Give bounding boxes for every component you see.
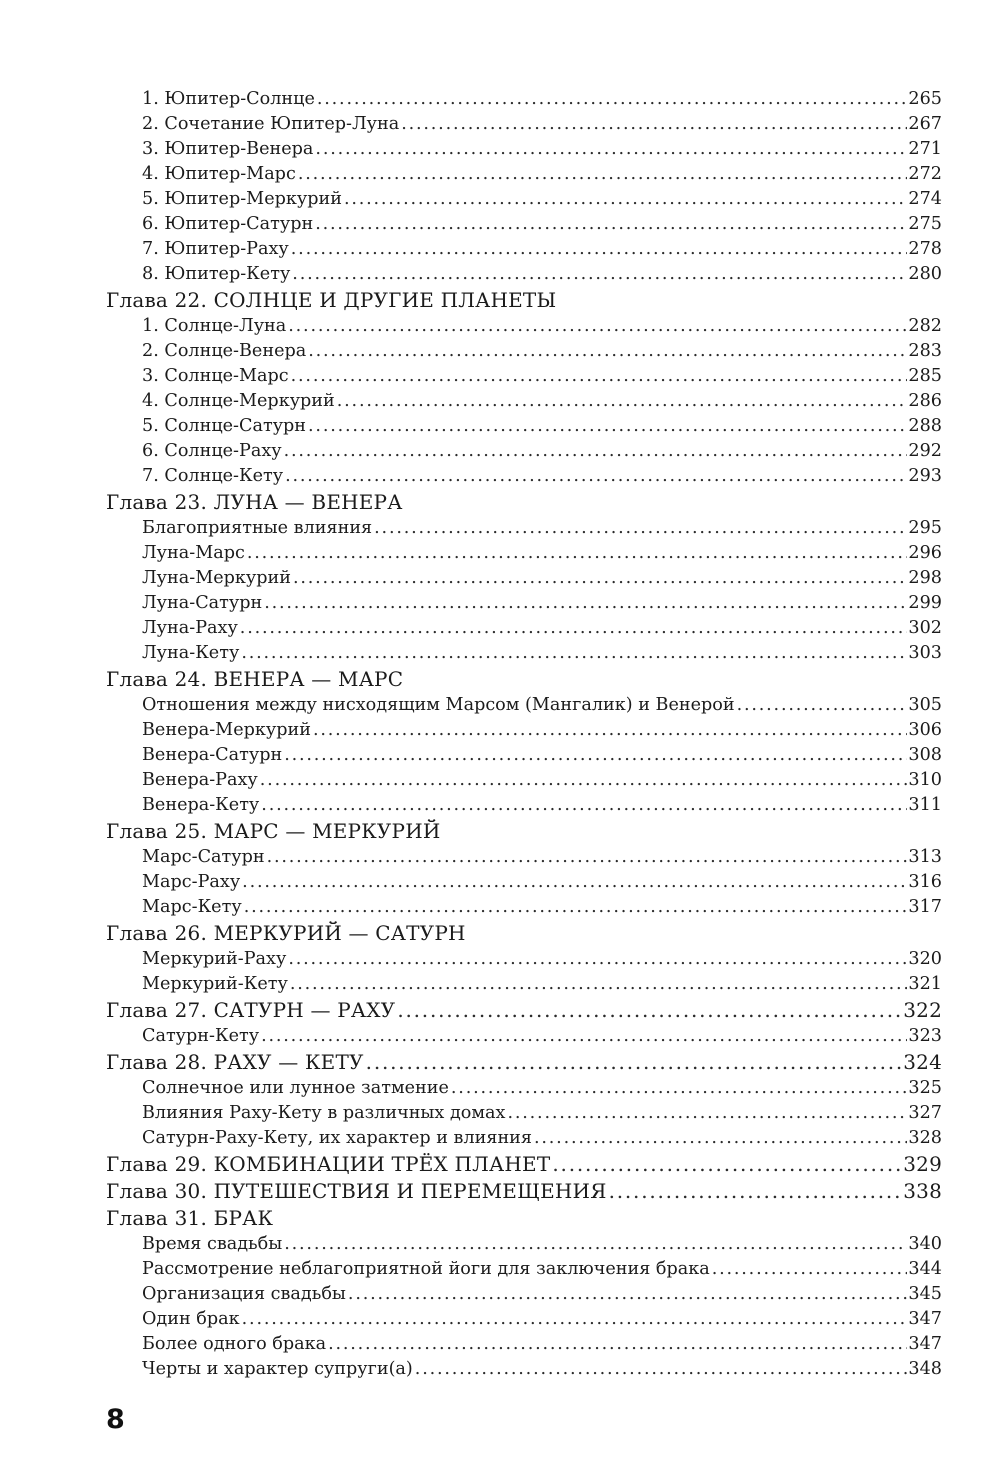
toc-entry [142,313,942,339]
chapter-title: Глава 29. КОМБИНАЦИИ ТРЁХ ПЛАНЕТ [106,1152,551,1176]
dot-leader [348,1281,907,1307]
toc-entry [142,615,942,641]
page-ref: 271 [908,139,942,159]
entry-title: Влияния Раху-Кету в различных домах [142,1103,506,1123]
dot-leader [401,111,907,137]
page-ref: 272 [908,164,942,184]
page-ref: 310 [908,770,942,790]
dot-leader [313,717,907,743]
toc-entry [142,1356,942,1382]
dot-leader [308,413,907,439]
toc-entry [142,1256,942,1282]
dot-leader [242,1306,908,1332]
toc-chapter-heading [106,818,942,844]
page-ref: 320 [908,949,942,969]
toc-entry [142,640,942,666]
entry-title: Венера-Меркурий [142,720,311,740]
page-ref: 322 [903,998,942,1022]
toc-entry [142,338,942,364]
page-number: 8 [106,1404,125,1435]
dot-leader [298,161,908,187]
toc-entry [142,1075,942,1101]
page-ref: 275 [908,214,942,234]
toc-entry [142,1100,942,1126]
entry-title: 7. Юпитер-Раху [142,239,289,259]
page-ref: 329 [903,1152,942,1176]
toc-entry [142,767,942,793]
chapter-title: Глава 27. САТУРН — РАХУ [106,998,396,1022]
entry-title: Венера-Кету [142,795,260,815]
dot-leader [284,438,908,464]
dot-leader [284,1231,907,1257]
entry-title: 2. Сочетание Юпитер-Луна [142,114,400,134]
entry-title: Меркурий-Кету [142,974,288,994]
page-ref: 303 [908,643,942,663]
chapter-title: Глава 23. ЛУНА — ВЕНЕРА [106,490,403,514]
entry-title: 1. Юпитер-Солнце [142,89,315,109]
entry-title: 3. Юпитер-Венера [142,139,314,159]
entry-title: Луна-Раху [142,618,238,638]
entry-title: Луна-Сатурн [142,593,263,613]
dot-leader [290,971,908,997]
entry-title: 6. Солнце-Раху [142,441,282,461]
dot-leader [534,1125,907,1151]
toc-entry [142,1331,942,1357]
toc-chapter-heading [106,666,942,692]
entry-title: Луна-Кету [142,643,240,663]
page-ref: 321 [908,974,942,994]
entry-title: Венера-Сатурн [142,745,283,765]
page-ref: 283 [908,341,942,361]
toc-entry [142,515,942,541]
toc-entry [142,261,942,287]
toc-chapter-heading [106,920,942,946]
toc-entry [142,1125,942,1151]
toc-entry [142,1306,942,1332]
toc-entry [142,844,942,870]
dot-leader [261,1023,907,1049]
dot-leader [328,1331,907,1357]
toc-entry [142,971,942,997]
page-ref: 345 [908,1284,942,1304]
entry-title: Марс-Кету [142,897,242,917]
dot-leader [507,1100,907,1126]
toc-entry [142,388,942,414]
toc-entry [142,692,942,718]
page-ref: 298 [908,568,942,588]
page-ref: 267 [908,114,942,134]
toc-entry [142,742,942,768]
chapter-title: Глава 28. РАХУ — КЕТУ [106,1050,364,1074]
page-ref: 306 [908,720,942,740]
dot-leader [609,1178,903,1204]
dot-leader [247,540,908,566]
dot-leader [712,1256,908,1282]
toc-entry [142,1231,942,1257]
toc-chapter-heading [106,1151,942,1177]
page-ref: 278 [908,239,942,259]
dot-leader [374,515,907,541]
toc-entry [142,111,942,137]
dot-leader [244,894,908,920]
toc-entry [142,86,942,112]
entry-title: 5. Юпитер-Меркурий [142,189,342,209]
entry-title: 6. Юпитер-Сатурн [142,214,314,234]
page-ref: 265 [908,89,942,109]
toc-entry [142,136,942,162]
dot-leader [317,86,908,112]
toc-chapter-heading [106,287,942,313]
dot-leader [315,136,907,162]
page-ref: 292 [908,441,942,461]
toc-entry [142,717,942,743]
entry-title: Сатурн-Кету [142,1026,260,1046]
entry-title: Меркурий-Раху [142,949,287,969]
dot-leader [267,844,908,870]
chapter-title: Глава 30. ПУТЕШЕСТВИЯ И ПЕРЕМЕЩЕНИЯ [106,1179,607,1203]
toc-chapter-heading [106,489,942,515]
toc-entry [142,211,942,237]
dot-leader [337,388,908,414]
dot-leader [737,692,908,718]
toc-entry [142,565,942,591]
entry-title: Луна-Марс [142,543,245,563]
toc-entry [142,236,942,262]
page-ref: 348 [908,1359,942,1379]
dot-leader [397,997,902,1023]
page-ref: 296 [908,543,942,563]
toc-entry [142,463,942,489]
dot-leader [415,1356,908,1382]
toc-entry [142,363,942,389]
page-ref: 305 [908,695,942,715]
chapter-title: Глава 24. ВЕНЕРА — МАРС [106,667,404,691]
entry-title: Марс-Раху [142,872,241,892]
entry-title: 4. Юпитер-Марс [142,164,296,184]
toc-entry [142,186,942,212]
chapter-title: Глава 25. МАРС — МЕРКУРИЙ [106,819,441,843]
entry-title: Луна-Меркурий [142,568,291,588]
entry-title: Сатурн-Раху-Кету, их характер и влияния [142,1128,532,1148]
dot-leader [315,211,907,237]
dot-leader [291,236,908,262]
toc-chapter-heading [106,1205,942,1231]
page-ref: 311 [908,795,942,815]
chapter-title: Глава 31. БРАК [106,1206,274,1230]
page-ref: 316 [908,872,942,892]
entry-title: 7. Солнце-Кету [142,466,284,486]
dot-leader [284,742,907,768]
page-ref: 317 [908,897,942,917]
entry-title: Солнечное или лунное затмение [142,1078,449,1098]
entry-title: Венера-Раху [142,770,258,790]
toc-entry [142,438,942,464]
page-ref: 323 [908,1026,942,1046]
toc-chapter-heading [106,1049,942,1075]
toc-entry [142,413,942,439]
dot-leader [366,1049,903,1075]
toc-entry [142,869,942,895]
dot-leader [308,338,907,364]
dot-leader [552,1151,902,1177]
page-ref: 288 [908,416,942,436]
dot-leader [285,463,907,489]
entry-title: 4. Солнце-Меркурий [142,391,335,411]
page-ref: 280 [908,264,942,284]
page-ref: 324 [903,1050,942,1074]
page-ref: 327 [908,1103,942,1123]
page-ref: 285 [908,366,942,386]
dot-leader [288,946,907,972]
entry-title: Черты и характер супруги(а) [142,1359,413,1379]
page-ref: 338 [903,1179,942,1203]
toc-entry [142,946,942,972]
page-ref: 295 [908,518,942,538]
page-ref: 344 [908,1259,942,1279]
entry-title: Марс-Сатурн [142,847,265,867]
dot-leader [260,767,908,793]
dot-leader [241,640,907,666]
page-ref: 313 [908,847,942,867]
entry-title: 1. Солнце-Луна [142,316,287,336]
toc-entry [142,590,942,616]
chapter-title: Глава 22. СОЛНЦЕ И ДРУГИЕ ПЛАНЕТЫ [106,288,557,312]
dot-leader [264,590,907,616]
page-ref: 325 [908,1078,942,1098]
dot-leader [240,615,908,641]
dot-leader [344,186,907,212]
page-ref: 340 [908,1234,942,1254]
dot-leader [292,261,907,287]
page-ref: 274 [908,189,942,209]
dot-leader [291,363,908,389]
toc-entry [142,894,942,920]
page-ref: 299 [908,593,942,613]
page-ref: 308 [908,745,942,765]
entry-title: Один брак [142,1309,240,1329]
page-ref: 328 [908,1128,942,1148]
dot-leader [288,313,907,339]
entry-title: Отношения между нисходящим Марсом (Мангалик) и Венерой [142,695,735,715]
entry-title: Рассмотрение неблагоприятной йоги для заключения брака [142,1259,710,1279]
chapter-title: Глава 26. МЕРКУРИЙ — САТУРН [106,921,466,945]
toc-chapter-heading [106,997,942,1023]
entry-title: Время свадьбы [142,1234,283,1254]
entry-title: 8. Юпитер-Кету [142,264,291,284]
page-ref: 293 [908,466,942,486]
entry-title: Организация свадьбы [142,1284,346,1304]
toc-entry [142,792,942,818]
toc-entry [142,540,942,566]
entry-title: Благоприятные влияния [142,518,373,538]
dot-leader [261,792,907,818]
page-ref: 347 [908,1309,942,1329]
toc-chapter-heading [106,1178,942,1204]
toc-entry [142,161,942,187]
page-ref: 347 [908,1334,942,1354]
toc-entry [142,1023,942,1049]
entry-title: 2. Солнце-Венера [142,341,307,361]
page-ref: 282 [908,316,942,336]
page-ref: 302 [908,618,942,638]
entry-title: 3. Солнце-Марс [142,366,289,386]
entry-title: 5. Солнце-Сатурн [142,416,307,436]
page-ref: 286 [908,391,942,411]
toc-entry [142,1281,942,1307]
dot-leader [293,565,907,591]
dot-leader [242,869,907,895]
dot-leader [451,1075,908,1101]
entry-title: Более одного брака [142,1334,327,1354]
